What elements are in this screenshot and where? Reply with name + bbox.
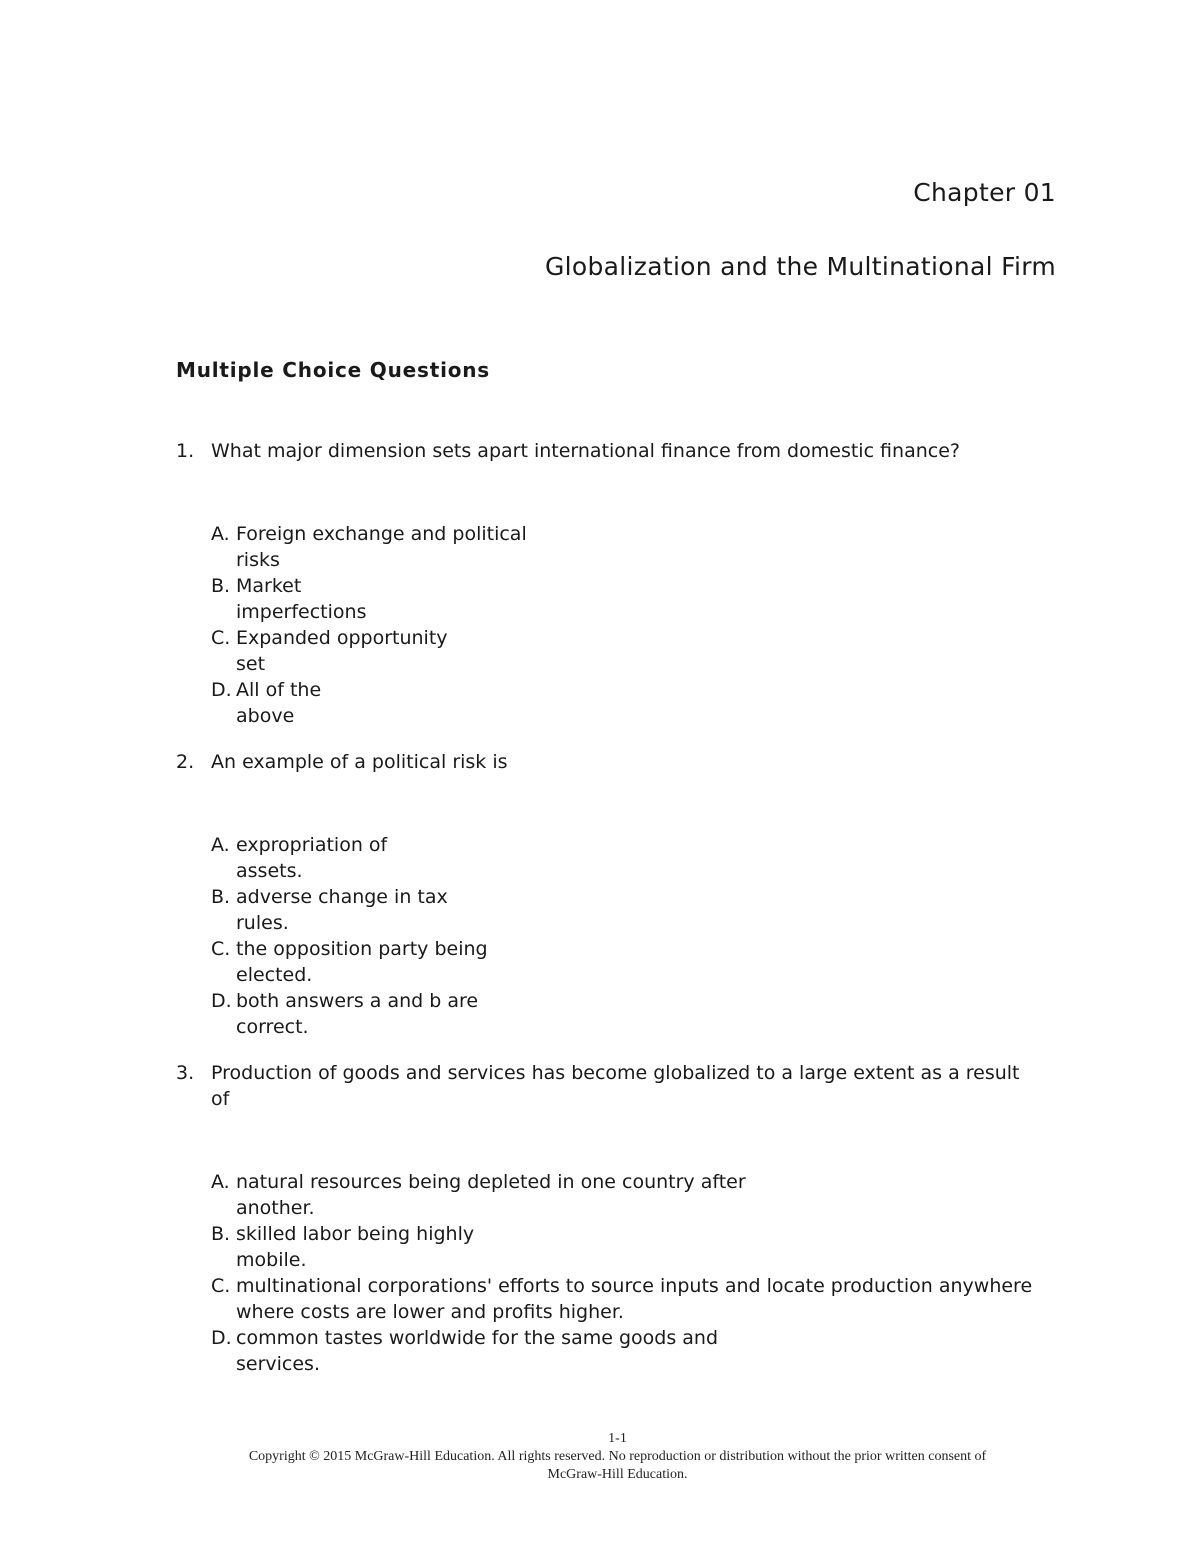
answer-option-a: [211, 1169, 1091, 1221]
option-letter: A.: [211, 523, 230, 545]
answer-options: [211, 832, 1091, 1040]
option-text: [236, 988, 478, 1040]
option-text-line-1: the opposition party being: [236, 938, 488, 960]
option-letter: B.: [211, 575, 231, 597]
option-letter: C.: [211, 938, 231, 960]
option-text: [236, 1325, 718, 1377]
answer-options: [211, 1169, 1091, 1377]
chapter-title: Globalization and the Multinational Firm: [545, 252, 1056, 281]
question-text-line-1: Production of goods and services has become globalized to a large extent as a result: [211, 1062, 1020, 1084]
option-text-line-2: mobile.: [236, 1249, 307, 1271]
question-2: [176, 749, 1056, 1040]
option-text: [236, 1273, 1032, 1325]
question-1: [176, 438, 1056, 729]
option-letter: B.: [211, 1223, 231, 1245]
option-text-line-2: risks: [236, 549, 280, 571]
answer-option-b: [211, 573, 1091, 625]
option-text-line-2: imperfections: [236, 601, 367, 623]
option-text: [236, 832, 387, 884]
option-letter: A.: [211, 834, 230, 856]
answer-option-c: [211, 1273, 1091, 1325]
answer-option-a: [211, 832, 1091, 884]
option-text-line-1: Expanded opportunity: [236, 627, 448, 649]
option-letter: D.: [211, 1327, 232, 1349]
option-text-line-1: Foreign exchange and political: [236, 523, 527, 545]
answer-option-c: [211, 936, 1091, 988]
answer-option-b: [211, 1221, 1091, 1273]
option-letter: B.: [211, 886, 231, 908]
option-text-line-2: set: [236, 653, 266, 675]
option-text: [236, 884, 448, 936]
option-text-line-2: above: [236, 705, 295, 727]
answer-option-d: [211, 988, 1091, 1040]
copyright-notice-continued: McGraw-Hill Education.: [547, 1467, 688, 1482]
question-text: What major dimension sets apart international finance from domestic finance?: [211, 440, 960, 462]
answer-option-d: [211, 677, 1091, 729]
option-text-line-1: expropriation of: [236, 834, 388, 856]
option-text-line-1: multinational corporations' efforts to source inputs and locate production anywhere: [236, 1275, 1033, 1297]
answer-options: [211, 521, 1091, 729]
option-text: [236, 677, 321, 729]
option-text-line-1: common tastes worldwide for the same goods and: [236, 1327, 719, 1349]
option-text: [236, 625, 448, 677]
question-text-line-2: of: [211, 1088, 230, 1110]
option-letter: D.: [211, 679, 232, 701]
answer-option-b: [211, 884, 1091, 936]
option-letter: C.: [211, 627, 231, 649]
option-text-line-2: another.: [236, 1197, 315, 1219]
page-footer: [0, 1430, 1200, 1484]
option-text: [236, 573, 366, 625]
option-text-line-1: skilled labor being highly: [236, 1223, 475, 1245]
chapter-number: Chapter 01: [913, 178, 1056, 207]
question-3: [176, 1060, 1056, 1377]
option-text: [236, 1169, 746, 1221]
option-text-line-1: adverse change in tax: [236, 886, 448, 908]
option-letter: A.: [211, 1171, 230, 1193]
option-text: [236, 1221, 474, 1273]
option-text-line-2: where costs are lower and profits higher.: [236, 1301, 624, 1323]
answer-option-d: [211, 1325, 1091, 1377]
question-number: 3.: [176, 1062, 195, 1084]
copyright-notice: Copyright © 2015 McGraw-Hill Education. All rights reserved. No reproduction or distribution without the prior written consent of: [248, 1449, 987, 1464]
question-number: 1.: [176, 440, 195, 462]
option-text-line-1: natural resources being depleted in one country after: [236, 1171, 746, 1193]
answer-option-a: [211, 521, 1091, 573]
option-text: [236, 521, 527, 573]
option-text-line-1: both answers a and b are: [236, 990, 479, 1012]
question-number: 2.: [176, 751, 195, 773]
option-text-line-2: correct.: [236, 1016, 309, 1038]
option-text: [236, 936, 488, 988]
option-text-line-2: assets.: [236, 860, 303, 882]
question-text: [211, 1060, 1056, 1112]
question-text: An example of a political risk is: [211, 751, 508, 773]
answer-option-c: [211, 625, 1091, 677]
option-text-line-2: rules.: [236, 912, 289, 934]
option-letter: C.: [211, 1275, 231, 1297]
page-number: 1-1: [608, 1431, 627, 1446]
option-text-line-2: services.: [236, 1353, 320, 1375]
option-text-line-1: Market: [236, 575, 302, 597]
option-text-line-1: All of the: [236, 679, 322, 701]
option-letter: D.: [211, 990, 232, 1012]
section-heading: Multiple Choice Questions: [176, 358, 491, 382]
option-text-line-2: elected.: [236, 964, 313, 986]
